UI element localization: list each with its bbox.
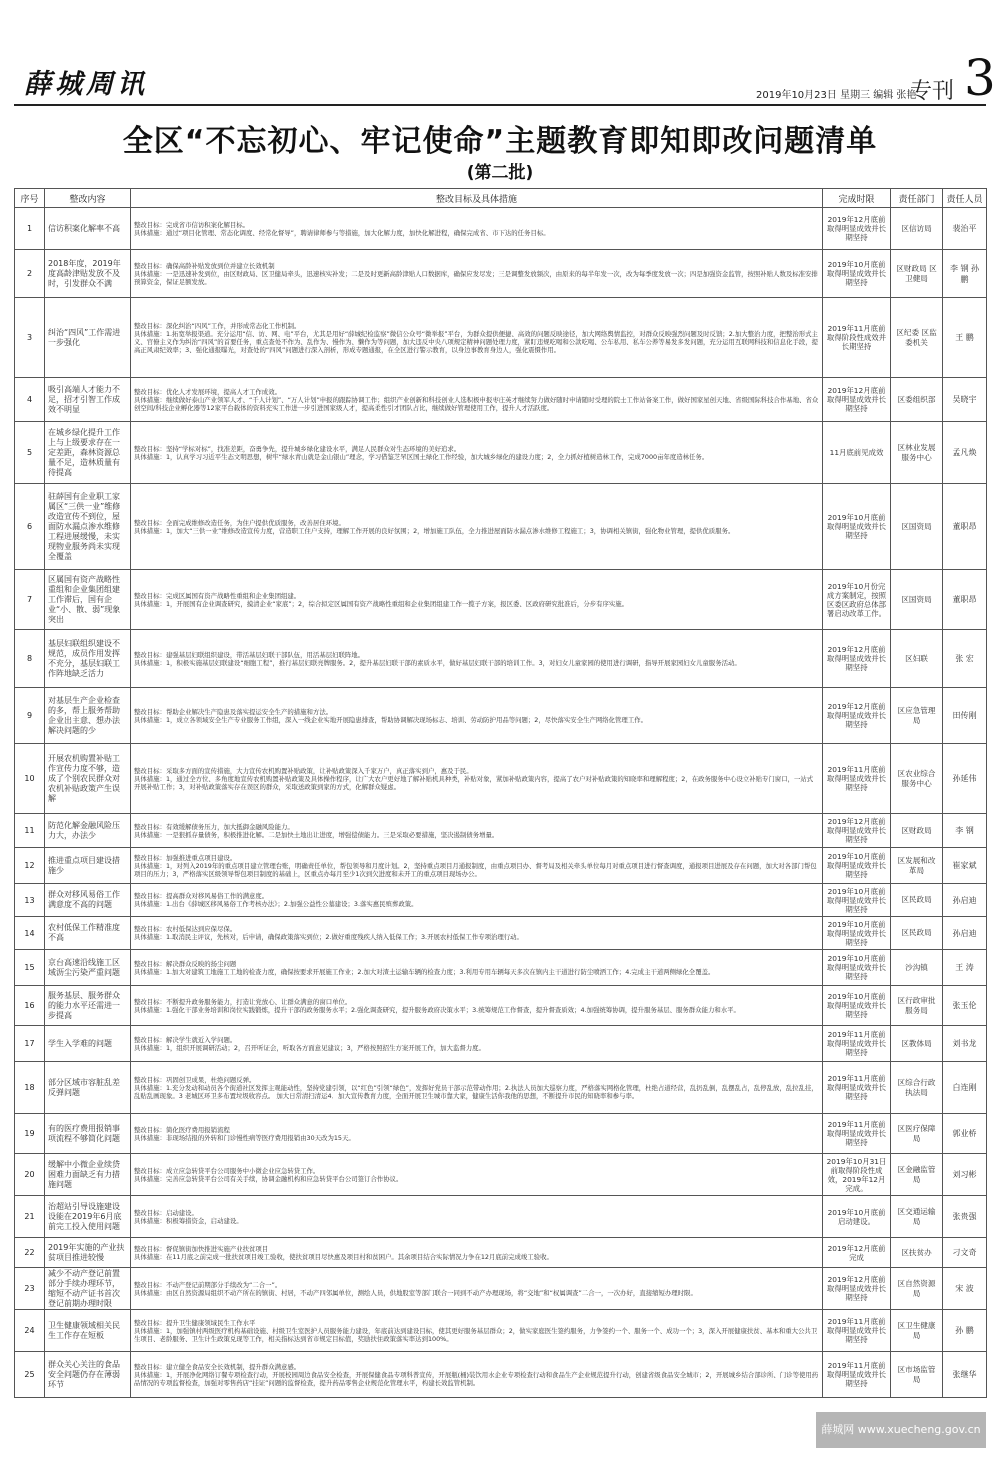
row-department: 区扶贫办 (891, 1238, 943, 1268)
row-department: 区民政局 (891, 884, 943, 917)
row-goal (131, 1268, 823, 1310)
row-content: 缓解中小微企业续贷困难力面缺乏有力措施问题 (45, 1154, 131, 1196)
row-content: 学生入学难的问题 (45, 1026, 131, 1062)
rectification-table (14, 188, 987, 1398)
goal-line: 整改目标：解决群众反映的扬尘问题 (134, 959, 237, 968)
row-goal (131, 422, 823, 484)
row-person: 张贵强 (943, 1196, 987, 1238)
row-person: 吴晓宇 (943, 378, 987, 422)
row-content: 纠治“四风”工作需进一步强化 (45, 298, 131, 378)
row-deadline: 2019年12月底前取得明显成效并长期坚持 (823, 688, 891, 744)
table-row (15, 1310, 987, 1352)
row-deadline: 2019年12月底前取得明显成效并长期坚持 (823, 814, 891, 848)
measures-line: 具体措施：1.强化干部业务培训和岗位实践锻炼，提升干部的政务服务水平；2.强化调查研究，提升服务政府决策水平；3.统筹规范工作督查，提升督查质效；4.加强统筹协调，提升服务基层、服务群众能力和水平。 (134, 1005, 740, 1014)
row-number: 8 (15, 630, 45, 688)
row-goal (131, 1238, 823, 1268)
table-row (15, 814, 987, 848)
table-row (15, 1026, 987, 1062)
measures-line: 具体措施：通过“项目化管理、常态化调度、经常化督导”，聘请律师参与等措施，加大化解力度，加快化解进程，确保完成省、市下达的任务目标。 (134, 228, 550, 237)
row-content: 部分区域市容脏乱差反弹问题 (45, 1062, 131, 1114)
goal-line: 整改目标：建立健全食品安全长效机制，提升群众满意感。 (134, 1362, 301, 1371)
row-deadline: 2019年10月底前取得明显成效并长期坚持 (823, 950, 891, 986)
measures-line: 具体措施：一是狠抓存量债务，积极推进化解。二是加快土地出让进度，增强偿债能力。三是采取必要措施，坚决遏制债务增量。 (134, 830, 499, 839)
row-department: 区医疗保障局 (891, 1114, 943, 1154)
special-edition-label: 专刊 (910, 79, 955, 104)
table-row (15, 570, 987, 630)
row-person: 董职昂 (943, 484, 987, 570)
row-goal (131, 986, 823, 1026)
row-number: 17 (15, 1026, 45, 1062)
row-department: 区应急管理局 (891, 688, 943, 744)
row-goal (131, 950, 823, 986)
measures-line: 具体措施：1.出台《薛城区移风易俗工作考核办法》；2.加强公益性公墓建设；3.落实惠民殡葬政策。 (134, 900, 418, 908)
row-person: 田传刚 (943, 688, 987, 744)
goal-line: 整改目标：建强基层妇联组织建设，带活基层妇联干部队伍，用活基层妇联阵地。 (134, 650, 365, 659)
row-department: 区国资局 (891, 484, 943, 570)
table-header-row (15, 189, 987, 208)
row-goal (131, 1026, 823, 1062)
row-deadline: 2019年11月底前取得明显成效并长期坚持 (823, 1352, 891, 1398)
goal-line: 整改目标：深化纠治“四风”工作，并形成常态化工作机制。 (134, 321, 301, 330)
row-goal (131, 917, 823, 950)
table-row (15, 1268, 987, 1310)
row-content: 京台高速沿线施工区域沥尘污染严重问题 (45, 950, 131, 986)
row-person: 孟凡焕 (943, 422, 987, 484)
goal-line: 整改目标：督促镇街加快推进实施产业扶贫项目 (134, 1244, 269, 1253)
goal-line: 整改目标：农村低保达到应保尽保。 (134, 925, 237, 933)
page-subtitle: (第二批) (466, 163, 534, 183)
goal-line: 整改目标：帮助企业解决生产隐患及落实提运安全生产的措施和方法。 (134, 707, 333, 716)
row-number: 2 (15, 250, 45, 298)
row-goal (131, 1352, 823, 1398)
row-content: 有的医疗费用报销事项流程不够简化问题 (45, 1114, 131, 1154)
column-header-deadline: 完成时限 (823, 189, 891, 208)
table-row (15, 422, 987, 484)
row-number: 23 (15, 1268, 45, 1310)
table-row (15, 208, 987, 250)
row-goal (131, 570, 823, 630)
goal-line: 整改目标：不动产登记前期部分手续改为“二合一”。 (134, 1280, 282, 1289)
goal-line: 整改目标：优化人才发展环境，提高人才工作成效。 (134, 387, 281, 396)
goal-line: 整改目标：巩固创卫成果，杜绝问题反弹。 (134, 1075, 256, 1084)
row-person: 刁文奇 (943, 1238, 987, 1268)
row-department: 沙沟镇 (891, 950, 943, 986)
goal-line: 整改目标：成立应急转贷平台公司服务中小微企业应急转贷工作。 (134, 1166, 320, 1175)
measures-line: 具体措施：一是迅速补发到位，由区财政局、区卫健局牵头，迅速核实补发；二是及时更新高龄津贴人口数据库，确保应发尽发；三是调整发放频次，由原来的每半年发一次，改为每季度发放一次；四是加强资金监管，按照补贴人数及标准安排预算资金，保证足额发放。 (134, 269, 818, 286)
table-row (15, 1062, 987, 1114)
row-goal (131, 1114, 823, 1154)
measures-line: 具体措施：1，开展国有企业调查研究，摸清企业“家底”；2，综合拟定区属国有资产战略性重组和企业集团组建工作一揽子方案，报区委、区政府研究批准后，分步有序实施。 (134, 599, 629, 608)
goal-line: 整改目标：完成省市信访积案化解目标。 (134, 220, 250, 229)
row-deadline: 2019年11月底前取得明显成效并长期坚持 (823, 1026, 891, 1062)
row-department: 区国资局 (891, 570, 943, 630)
masthead (14, 49, 996, 107)
table-row (15, 1352, 987, 1398)
table-row (15, 630, 987, 688)
row-department: 区农业综合服务中心 (891, 744, 943, 814)
column-header-content: 整改内容 (45, 189, 131, 208)
measures-line: 具体措施：非现场结报的外转和门诊慢性病等医疗费用报销由30天改为15天。 (134, 1133, 355, 1142)
page-number: 3 (964, 49, 996, 107)
table-row (15, 484, 987, 570)
row-deadline: 2019年11月底前取得阶段性成效并长期坚持 (823, 298, 891, 378)
measures-line: 具体措施：1，通过全方位、多角度地宣传农机购置补贴政策及具体操作程序，让广大农户更好地了解补贴机具种类，补贴对象，紧加补贴政策内容，提高了农户对补贴政策的知晓率和理解程度；2，在政务服务中心设立补贴专门窗口，一站式开展补贴工作；3，对补贴政策落实存在误区的群众，采取送政策到家的方式，化解群众疑虑。 (134, 774, 814, 791)
measures-line: 具体措施：完善应急转贷平台公司有关手续，协调金融机构和应急转贷平台公司签订合作协议。 (134, 1174, 403, 1183)
row-department: 区财政局 (891, 814, 943, 848)
table-row (15, 378, 987, 422)
row-goal (131, 848, 823, 884)
row-number: 18 (15, 1062, 45, 1114)
measures-line: 具体措施：1，开展净化网络订餐专项检查行动，开展校园周边食品安全检查，开展保健食品专项科普宣传，开展瓶(桶)装饮用水企业专项检查行动和食品生产企业规范提升行动，创建省级食品安全城市；2，开展城乡结合部诊所、门诊等使用药品情况的专项监督检查，加强对零售药店“挂证”问题的监督检查，提升药品零售企业规范化管理水平，构建长效监管机制。 (134, 1370, 819, 1387)
row-goal (131, 688, 823, 744)
row-deadline: 2019年11月底前取得明显成效并长期坚持 (823, 1114, 891, 1154)
row-content: 推进重点项目建设措施少 (45, 848, 131, 884)
row-deadline: 2019年10月底前取得明显成效并长期坚持 (823, 917, 891, 950)
row-content: 卫生健康领域相关民生工作存在短板 (45, 1310, 131, 1352)
row-deadline: 2019年10月底前取得明显成效并长期坚持 (823, 986, 891, 1026)
row-deadline: 2019年11月底前取得明显成效并长期坚持 (823, 744, 891, 814)
table-row (15, 986, 987, 1026)
column-header-number: 序号 (15, 189, 45, 208)
measures-line: 具体措施：1.取消民主评议，先核对，后申请，确保政策落实到位；2.做好重度残疾人纳入低保工作；3.开展农村低保工作专项治理行动。 (134, 933, 523, 941)
row-deadline: 2019年10月底前取得明显成效并长期坚持 (823, 484, 891, 570)
measures-line: 具体措施：1.加大对建筑工地施工工地的检查力度，确保按要求开展施工作业；2.加大对渣土运输车辆的检查力度；3.利用专用车辆每天多次在镇内主干道进行防尘喷洒工作；4.完成主干道两侧绿化全覆盖。 (134, 967, 715, 976)
table-row (15, 950, 987, 986)
row-department: 区妇联 (891, 630, 943, 688)
row-deadline: 2019年10月底前启动建设。 (823, 1196, 891, 1238)
row-content: 驻薛国有企业职工家属区“三供一业”维修改造宣传不到位，屋面防水漏点渗水维修工程进展缓慢，未实现物业服务尚未实现全覆盖 (45, 484, 131, 570)
row-content: 在城乡绿化提升工作上与上级要求存在一定差距，森林资源总量不足，造林质量有待提高 (45, 422, 131, 484)
row-department: 区自然资源局 (891, 1268, 943, 1310)
row-number: 9 (15, 688, 45, 744)
table-row (15, 917, 987, 950)
row-content: 信访积案化解率不高 (45, 208, 131, 250)
row-content: 基层妇联组织建设不规范，成员作用发挥不充分，基层妇联工作阵地缺乏活力 (45, 630, 131, 688)
row-department: 区金融监管局 (891, 1154, 943, 1196)
measures-line: 具体措施：1，加强镇村两级医疗机构基础设施、村级卫生室医护人员服务能力建设，年底前达到建设目标，使其更好服务基层群众；2，做实家庭医生签约服务，力争签约一个、服务一个、成功一个；3，深入开展健康扶贫、基本和重大公共卫生项目、老龄服务、卫生计生政策兑现等工作，相关指标达到省市规定目标值，奖励扶住政策落实率达到100%。 (134, 1326, 818, 1343)
row-person: 孙 鹏 (943, 1310, 987, 1352)
row-content: 农村低保工作精准度不高 (45, 917, 131, 950)
row-number: 7 (15, 570, 45, 630)
row-deadline: 2019年12月底前取得明显成效并长期坚持 (823, 208, 891, 250)
row-number: 1 (15, 208, 45, 250)
row-number: 14 (15, 917, 45, 950)
measures-line: 具体措施：1.拓宽举报渠道。充分运用“信、访、网、电”平台，尤其是用好“薛城纪检监察”微信公众号“微举报”平台，为群众提供便捷、高效的问题反映途径，加大网络舆情监控，对群众反映强烈问题及时反馈；2.加大整治力度，把整治形式主义、官僚主义作为纠治“四风”的首要任务，重点查处不作为、乱作为、慢作为、懒作为等问题，加大违反中央八项规定精神问题处理力度，紧盯违规吃喝和公款吃喝、公车私用、私车公养等易发多发问题，充分运用互联网科技和信息化手段，提高正风肃纪效率；3、强化通报曝光，对查处的“四风”问题进行深入剖析，形成专题通报，在全区进行警示教育，以身边事教育身边人，强化震慑作用。 (134, 329, 819, 354)
row-content: 治超站引导设施建设设能在2019年6月底前完工投入使用问题 (45, 1196, 131, 1238)
row-content: 吸引高端人才能力不足，招才引智工作成效不明显 (45, 378, 131, 422)
goal-line: 整改目标：加强推进重点项目建设。 (134, 853, 237, 862)
row-department: 区发展和改革局 (891, 848, 943, 884)
row-person: 白连刚 (943, 1062, 987, 1114)
measures-line: 具体措施：在11月底之前完成一批扶贫项目竣工验收，使扶贫项目尽快惠及项目村和贫困户。其余项目结合实际情况力争在12月底前完成竣工验收。 (134, 1252, 553, 1261)
measures-line: 具体措施：积极筹措资金，启动建设。 (134, 1216, 243, 1225)
row-deadline: 2019年11月底前取得明显成效并长期坚持 (823, 1310, 891, 1352)
row-person: 郭业桥 (943, 1114, 987, 1154)
column-header-department: 责任部门 (891, 189, 943, 208)
row-goal (131, 208, 823, 250)
row-number: 11 (15, 814, 45, 848)
measures-line: 具体措施：1，认真学习习近平生态文明思想，树牢“绿水青山就是金山银山”理念，学习借鉴芝罘区国土绿化工作经验，加大城乡绿化的建设力度；2，全力抓好植树造林工作，完成7000亩年度造林任务。 (134, 452, 709, 461)
row-person: 张继华 (943, 1352, 987, 1398)
row-content: 对基层生产企业检查的多，帮上服务帮助企业出主意、想办法解决问题的少 (45, 688, 131, 744)
row-person: 李 钢 孙 鹏 (943, 250, 987, 298)
row-content: 区属国有资产战略性重组和企业集团组建工作滞后，国有企业“小、散、弱”现象突出 (45, 570, 131, 630)
row-department: 区综合行政执法局 (891, 1062, 943, 1114)
row-content: 2019年实施的产业扶贫项目推进较慢 (45, 1238, 131, 1268)
row-goal (131, 884, 823, 917)
site-watermark: 薛城网 www.xuecheng.gov.cn (816, 1412, 986, 1448)
goal-line: 整改目标：不断提升政务服务能力，打造让党放心、让群众满意的窗口单位。 (134, 997, 352, 1006)
row-person: 王 涛 (943, 950, 987, 986)
row-deadline: 2019年11月底前取得明显成效并长期坚持 (823, 1062, 891, 1114)
row-content: 群众对移风易俗工作满意度不高的问题 (45, 884, 131, 917)
row-department: 区市场监管局 (891, 1352, 943, 1398)
row-deadline: 11月底前见成效 (823, 422, 891, 484)
measures-line: 具体措施：1，对列入2019年的重点项目建立管理台账，明确责任单位，帮包领导和月度计划。2，坚持重点项目月通报制度，由重点项目办、督考局及相关牵头单位每月对重点项目进行督查调度，通报项目进展及存在问题，加大对各部门帮包项目的压力；3，严格落实区级领导帮包项目制度的基础上，区重点办每月至少1次到欠进度和未开工的重点项目现场办公。 (134, 861, 817, 878)
row-number: 12 (15, 848, 45, 884)
column-header-goal: 整改目标及具体措施 (131, 189, 823, 208)
row-goal (131, 630, 823, 688)
row-person: 孙启迪 (943, 917, 987, 950)
table-row (15, 1238, 987, 1268)
row-goal (131, 1310, 823, 1352)
row-number: 6 (15, 484, 45, 570)
goal-line: 整改目标：完成区属国有资产战略性重组和企业集团组建。 (134, 591, 301, 600)
row-department: 区委组织部 (891, 378, 943, 422)
measures-line: 具体措施：继续做好泰山产业领军人才、“千人计划”、“万人计划”申报的跟踪协调工作；组织产业创新和科技创业人选积极申报枣庄英才继续努力做好随时申请随时受理的院士工作站备案工作，做好国家星创天地、省级国际科技合作基地、省众创空间/科技企业孵化器等12家平台载体的资料充实工作进一步引进国家级人才，提高柔性引才团队占比，继续做好管理使用工作，提升人才活跃度。 (134, 395, 819, 412)
row-number: 13 (15, 884, 45, 917)
row-goal (131, 1062, 823, 1114)
date-line: 2019年10月23日 星期三 编辑 张艳 (756, 90, 917, 101)
column-header-person: 责任人员 (943, 189, 987, 208)
row-goal (131, 744, 823, 814)
row-department: 区民政局 (891, 917, 943, 950)
row-number: 16 (15, 986, 45, 1026)
row-department: 区林业发展服务中心 (891, 422, 943, 484)
row-number: 5 (15, 422, 45, 484)
table-row (15, 1114, 987, 1154)
goal-line: 整改目标：采取多方面的宣传措施，大力宣传农机购置补贴政策，让补贴政策深入千家万户，真正落实到户，惠及于民。 (134, 766, 473, 775)
measures-line: 具体措施：1，积极实施基层妇联建设“细胞工程”，推行基层妇联亮牌服务。2，提升基层妇联干部的素质水平，做好基层妇联干部的培训工作。3，对妇女儿童家园的使用进行调研，指导开展家园妇女儿童服务活动。 (134, 658, 741, 667)
table-row (15, 884, 987, 917)
row-department: 区纪委 区监委机关 (891, 298, 943, 378)
row-deadline: 2019年10月底前取得明显成效并长期坚持 (823, 884, 891, 917)
measures-line: 具体措施：1，加大“三供一业”维修改造宣传力度，营造职工住户支持，理解工作开展的良好氛围；2，增加施工队伍，全力推进屋面防水漏点渗水维修工程施工；3，协调相关镇街，强化物业管理，提供优质服务。 (134, 526, 735, 535)
goal-line: 整改目标：全面完成维修改造任务，为住户提供优质服务，改善居住环境。 (134, 518, 345, 527)
row-person: 刘书龙 (943, 1026, 987, 1062)
row-department: 区行政审批服务局 (891, 986, 943, 1026)
row-goal (131, 250, 823, 298)
table-row (15, 298, 987, 378)
table-row (15, 744, 987, 814)
row-number: 20 (15, 1154, 45, 1196)
row-number: 15 (15, 950, 45, 986)
table-row (15, 1154, 987, 1196)
row-department: 区卫生健康局 (891, 1310, 943, 1352)
row-department: 区教体局 (891, 1026, 943, 1062)
row-person: 董职昂 (943, 570, 987, 630)
row-goal (131, 378, 823, 422)
row-number: 22 (15, 1238, 45, 1268)
newspaper-logo: 薛城周讯 (24, 69, 148, 100)
goal-line: 整改目标：解决学生就近入学问题。 (134, 1035, 237, 1044)
row-number: 10 (15, 744, 45, 814)
measures-line: 具体措施：1.充分发动和动员各个街道社区发挥主观能动性，坚持党建引领，以“红色”引领“绿色”，发挥好党员干部示范带动作用；2.执法人员加大巡察力度，严格落实网格化管理，杜绝占道经营，乱扔乱倒，乱摆乱占，乱停乱放，乱拉乱挂，乱贴乱画现象。3 老城区环卫多布置垃圾收容点。 加大日常清扫清运4．加大宣传教育力度，全面开展卫生城市靠大家，健康生活你我他的思想，不断提升市民的知晓率和参与率。 (134, 1083, 818, 1100)
row-person: 张 宏 (943, 630, 987, 688)
goal-line: 整改目标：确保高龄补贴发放到位并建立长效机制 (134, 261, 275, 270)
row-person: 刘习彬 (943, 1154, 987, 1196)
row-goal (131, 1154, 823, 1196)
row-department: 区财政局 区卫健局 (891, 250, 943, 298)
row-department: 区信访局 (891, 208, 943, 250)
row-person: 崔家斌 (943, 848, 987, 884)
row-content: 群众关心关注的食品安全问题仍存在薄弱环节 (45, 1352, 131, 1398)
row-deadline: 2019年12月底前取得明显成效并长期坚持 (823, 630, 891, 688)
row-department: 区交通运输局 (891, 1196, 943, 1238)
table-row (15, 250, 987, 298)
row-deadline: 2019年10月底前取得明显成效并长期坚持 (823, 250, 891, 298)
row-content: 开展农机购置补贴工作宣传力度不够，造成了个别农民群众对农机补贴政策产生误解 (45, 744, 131, 814)
row-number: 25 (15, 1352, 45, 1398)
row-content: 服务基层、服务群众的能力水平还需进一步提高 (45, 986, 131, 1026)
table-row (15, 848, 987, 884)
row-person: 王 鹏 (943, 298, 987, 378)
row-person: 孙延伟 (943, 744, 987, 814)
row-person: 李 钢 (943, 814, 987, 848)
row-goal (131, 298, 823, 378)
row-deadline: 2019年10月份完成方案制定，按照区委区政府总体部署启动改革工作。 (823, 570, 891, 630)
goal-line: 整改目标：提高群众对移风易俗工作的满意度。 (134, 892, 269, 900)
row-content: 防范化解金融风险压力大，办法少 (45, 814, 131, 848)
table-row (15, 1196, 987, 1238)
row-content: 减少不动产登记前置部分手续办理环节，缩短不动产证书首次登记前期办理时限 (45, 1268, 131, 1310)
row-person: 张玉伦 (943, 986, 987, 1026)
row-deadline: 2019年10月底前取得明显成效并长期坚持 (823, 848, 891, 884)
goal-line: 整改目标：有效缓解债务压力，加大抵御金融风险能力。 (134, 822, 294, 831)
goal-line: 整改目标：提升卫生健康领域民生工作水平 (134, 1318, 256, 1327)
row-deadline: 2019年12月底前取得明显成效并长期坚持 (823, 378, 891, 422)
row-person: 裴治平 (943, 208, 987, 250)
row-deadline: 2019年10月31日前取得阶段性成效，2019年12月完成。 (823, 1154, 891, 1196)
goal-line: 整改目标：简化医疗费用报销流程 (134, 1125, 230, 1134)
goal-line: 整改目标：启动建设。 (134, 1208, 198, 1217)
row-number: 19 (15, 1114, 45, 1154)
measures-line: 具体措施：由区自然资源局组织不动产所在的镇街、村居，不动产四邻属单位，测绘人员，供地股室等部门联合一同到不动产办理现场，将“交地”和“权属调查”二合一，一次办好，直接缩短办理时限。 (134, 1288, 697, 1297)
row-number: 4 (15, 378, 45, 422)
row-goal (131, 484, 823, 570)
row-content: 2018年度，2019年度高龄津贴发放不及时，引发群众不满 (45, 250, 131, 298)
row-deadline: 2019年12月底前完成 (823, 1238, 891, 1268)
measures-line: 具体措施：1，成立各领域安全生产专业服务工作组，深入一线企业实地开展隐患排查，帮助协调解决现场标志、培训、劳动防护用品等问题；2，尽快落实安全生产网络化管理工作。 (134, 715, 647, 724)
measures-line: 具体措施：1，组织开展调研活动；2，召开听证会，听取各方面意见建议；3，严格按照招生方案开展工作，加大监督力度。 (134, 1043, 485, 1052)
row-person: 孙启迪 (943, 884, 987, 917)
row-goal (131, 1196, 823, 1238)
row-deadline: 2019年12月底前取得明显成效并长期坚持 (823, 1268, 891, 1310)
goal-line: 整改目标：坚持“学标对标”，找准差距，奋勇争先，提升城乡绿化建设水平，满足人民群众对生态环境的美好追求。 (134, 444, 461, 453)
row-number: 24 (15, 1310, 45, 1352)
table-row (15, 688, 987, 744)
row-number: 3 (15, 298, 45, 378)
row-goal (131, 814, 823, 848)
row-person: 宋 波 (943, 1268, 987, 1310)
page-title: 全区“不忘初心、牢记使命”主题教育即知即改问题清单 (122, 124, 878, 159)
row-number: 21 (15, 1196, 45, 1238)
